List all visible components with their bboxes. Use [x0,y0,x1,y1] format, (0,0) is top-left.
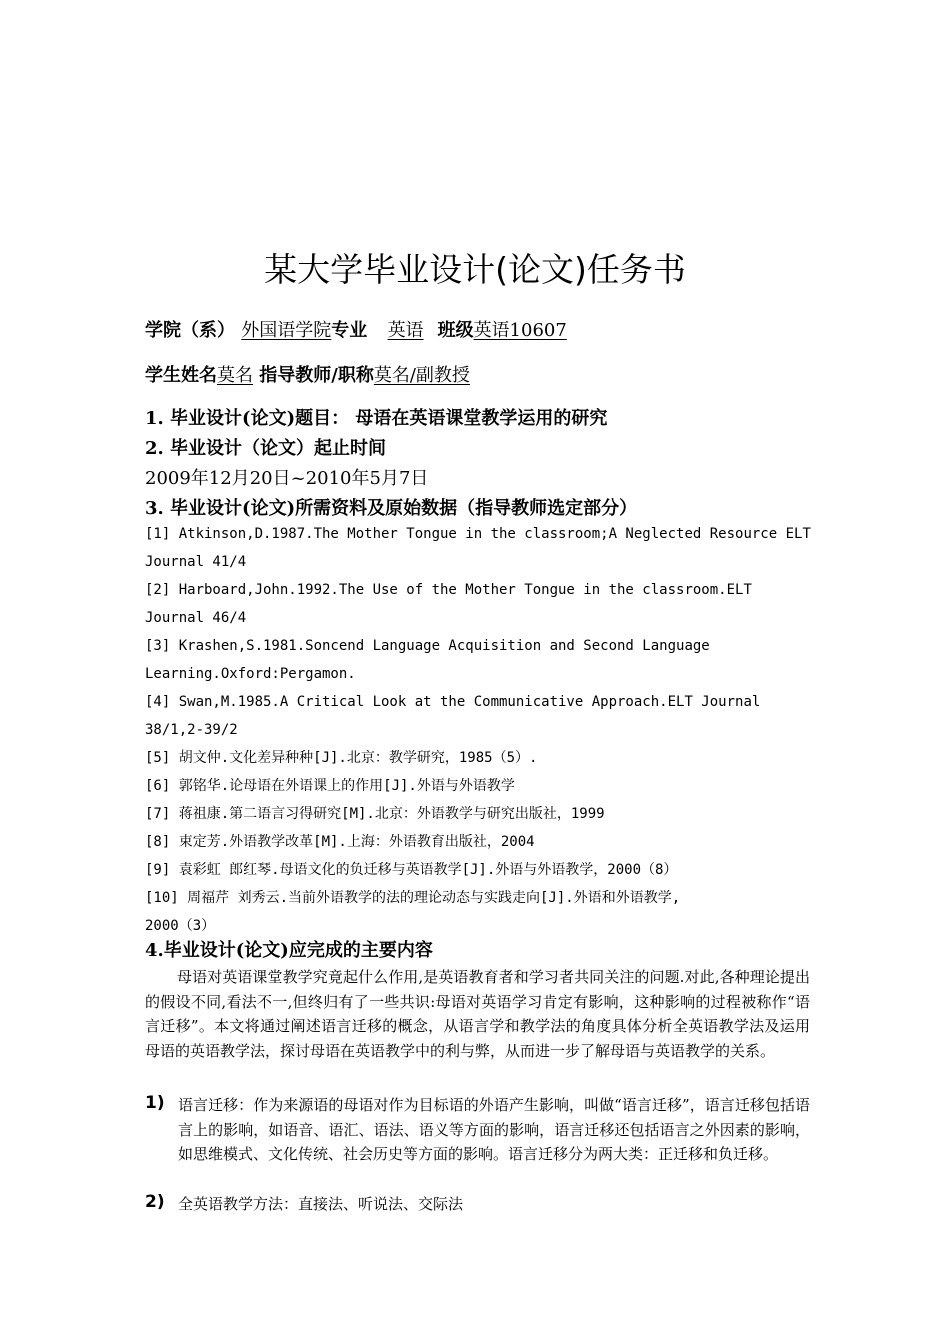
student-advisor-line [145,361,478,387]
list-item-number: 1) [145,1093,165,1113]
major-label: 专业 [331,320,368,341]
reference-line: [8] 束定芳.外语教学改革[M].上海：外语教育出版社，2004 [145,834,535,850]
section-4-heading: 4.毕业设计(论文)应完成的主要内容 [145,940,433,961]
reference-list [145,520,810,940]
student-label: 学生姓名 [145,365,217,386]
reference-line: Journal 41/4 [145,554,247,570]
intro-paragraph: 母语对英语课堂教学究竟起什么作用,是英语教育者和学习者共同关注的问题.对此,各种理论提出的假设不同,看法不一,但终归有了一些共识:母语对英语学习肯定有影响，这种影响的过程被称作“语言迁移”。本文将通过阐述语言迁移的概念，从语言学和教学法的角度具体分析全英语教学法及运用母语的英语教学法，探讨母语在英语教学中的利与弊，从而进一步了解母语与英语教学的关系。 [145,968,810,1060]
reference-line: Learning.Oxford:Pergamon. [145,666,356,682]
section-2-heading: 2. 毕业设计（论文）起止时间 [145,438,387,459]
class-value: 英语10607 [473,320,567,341]
list-item-text: 语言迁移：作为来源语的母语对作为目标语的外语产生影响，叫做“语言迁移”，语言迁移包括语言上的影响，如语音、语汇、语法、语义等方面的影响，语言迁移还包括语言之外因素的影响，如思维模式、文化传统、社会历史等方面的影响。语言迁移分为两大类：正迁移和负迁移。 [178,1096,810,1163]
list-item [145,1192,810,1217]
reference-line: [6] 郭铭华.论母语在外语课上的作用[J].外语与外语教学 [145,778,515,794]
reference-line: [9] 袁彩虹 郎红琴.母语文化的负迁移与英语教学[J].外语与外语教学，2000（8） [145,862,678,878]
reference-line: [3] Krashen,S.1981.Soncend Language Acquisition and Second Language [145,638,710,654]
college-major-class-line [145,316,567,342]
student-value: 莫名 [217,365,253,386]
section-1-label: 1. 毕业设计(论文)题目： [145,408,350,429]
college-label: 学院（系） [145,320,235,341]
reference-line: 38/1,2-39/2 [145,722,238,738]
reference-line: 2000（3） [145,918,216,934]
reference-line: [10] 周福芹 刘秀云.当前外语教学的法的理论动态与实践走向[J].外语和外语教学, [145,890,681,906]
reference-line: [4] Swan,M.1985.A Critical Look at the Communicative Approach.ELT Journal [145,694,761,710]
section-3-heading: 3. 毕业设计(论文)所需资料及原始数据（指导教师选定部分） [145,498,638,519]
major-value: 英语 [387,320,424,341]
list-item-text: 全英语教学方法：直接法、听说法、交际法 [178,1195,464,1213]
project-period: 2009年12月20日~2010年5月7日 [145,468,429,489]
document-title: 某大学毕业设计(论文)任务书 [264,250,686,289]
reference-line: [2] Harboard,John.1992.The Use of the Mother Tongue in the classroom.ELT [145,582,752,598]
advisor-value: 莫名/副教授 [373,365,470,386]
class-label: 班级 [437,320,474,341]
college-value: 外国语学院 [241,320,332,341]
section-1-heading [145,404,607,430]
reference-line: [5] 胡文仲.文化差异种种[J].北京：教学研究，1985（5）. [145,750,538,766]
thesis-topic: 母语在英语课堂教学运用的研究 [355,408,608,429]
advisor-label: 指导教师/职称 [259,365,374,386]
list-item [145,1093,810,1167]
list-item-number: 2) [145,1192,165,1212]
reference-line: [7] 蒋祖康.第二语言习得研究[M].北京：外语教学与研究出版社，1999 [145,806,605,822]
reference-line: [1] Atkinson,D.1987.The Mother Tongue in the classroom;A Neglected Resource ELT [145,526,811,542]
reference-line: Journal 46/4 [145,610,247,626]
